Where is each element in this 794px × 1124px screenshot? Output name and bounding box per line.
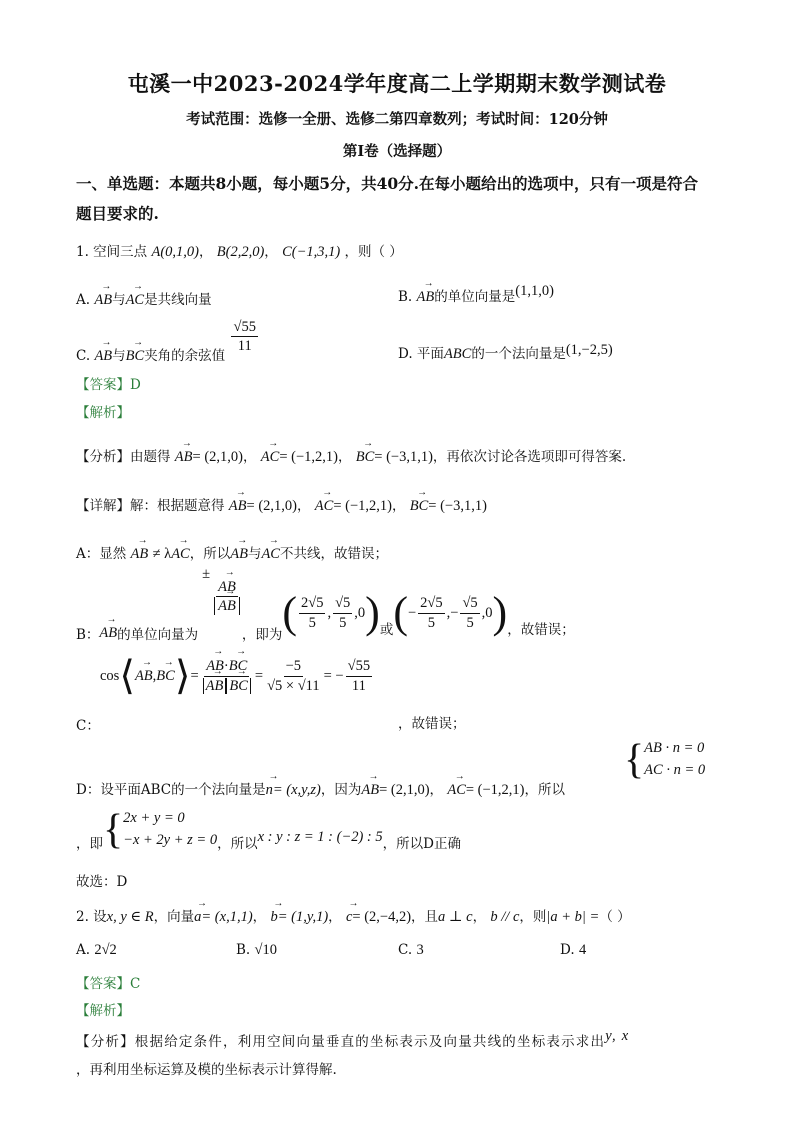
q1-option-c: C. → AB与→ BC夹角的余弦值 $\frac{√55}{11}$ bbox=[76, 318, 260, 365]
q2-analysis-label: 【解析】 bbox=[76, 1003, 130, 1019]
q2-option-a: A. 2√2 bbox=[76, 942, 117, 958]
q1-cosine-formula: cos ⟨ → AB , → BC ⟩ = → AB·→ BC → AB→ BC = $\frac{-5}{√5 \times √11}$ = − $\frac{√55}{11}$ bbox=[100, 656, 374, 696]
q1-detail-b: B： → AB 的单位向量为 ± → AB → AB ，即为 ( $\frac{2√5}{5}$ , $\frac{√5}{5}$ , 0 ) 或 ( − $\frac{2√5}{5}$ , − $\frac{√5}{5}$ , 0 ) ，故错误； bbox=[76, 578, 575, 648]
part-heading: 第I卷（选择题） bbox=[342, 143, 452, 160]
q1-detail-c-suffix: ，故错误； bbox=[398, 716, 466, 732]
q1-answer: 【答案】D bbox=[76, 377, 141, 393]
q2-option-b: B. √10 bbox=[236, 942, 277, 958]
q1-point-a: A(0,1,0) bbox=[151, 244, 199, 260]
exam-scope: 考试范围：选修一全册、选修二第四章数列；考试时间：120分钟 bbox=[186, 111, 608, 128]
q1-xiangjie: 【详解】解：根据题意得 → AB= (2,1,0)， → AC= (−1,2,1)， → BC= (−3,1,1) bbox=[76, 494, 487, 515]
q2-fenxi-line2: ，再利用坐标运算及模的坐标表示计算得解. bbox=[76, 1062, 337, 1078]
q1-stem: 1. 空间三点 A(0,1,0)， B(2,2,0)， C(−1,3,1) ，则（ ） bbox=[76, 244, 403, 260]
q1-point-b: B(2,2,0) bbox=[216, 244, 265, 260]
q1-detail-d2: ，即 { 2x + y = 0 −x + 2y + z = 0 ，所以 x : y : z = 1 : (−2) : 5 ，所以D正确 bbox=[76, 807, 461, 853]
q1-system-1: { AB · n = 0 AC · n = 0 bbox=[624, 736, 706, 783]
q1-detail-a: A：显然 → AB ≠ λ→ AC，所以→ AB与→ AC不共线，故错误； bbox=[76, 542, 388, 563]
section-heading-line1: 一、单选题：本题共8小题，每小题5分，共40分.在每小题给出的选项中，只有一项是符合 bbox=[76, 174, 699, 193]
q2-stem: 2. 设x, y ∈ R，向量→ a= (x,1,1)， → b= (1,y,1)， → c= (2,−4,2)，且a ⊥ c， b // c，则|a + b| =（ ） bbox=[76, 905, 631, 926]
q1-detail-c-label: C： bbox=[76, 718, 100, 734]
q2-answer: 【答案】C bbox=[76, 976, 141, 992]
q1-analysis-label: 【解析】 bbox=[76, 405, 130, 421]
q1-option-a: A. → AB与→ AC是共线向量 bbox=[76, 288, 212, 309]
q1-point-c: C(−1,3,1) bbox=[282, 244, 341, 260]
q1-fenxi: 【分析】由题得 → AB= (2,1,0)， → AC= (−1,2,1)， → BC= (−3,1,1)，再依次讨论各选项即可得答案. bbox=[76, 445, 626, 466]
section-heading-line2: 题目要求的. bbox=[76, 204, 159, 223]
q2-option-d: D. 4 bbox=[560, 942, 587, 958]
q1-detail-d: D：设平面ABC的一个法向量是→ n= (x,y,z)，因为→ AB= (2,1,0)， → AC= (−1,2,1)，所以 bbox=[76, 778, 565, 799]
q1-option-d: D. 平面ABC的一个法向量是(1,−2,5) bbox=[398, 342, 613, 362]
q2-option-c: C. 3 bbox=[398, 942, 424, 958]
q2-fenxi-line1: 【分析】根据给定条件，利用空间向量垂直的坐标表示及向量共线的坐标表示求出y, x bbox=[76, 1028, 630, 1050]
q1-option-b: B. → AB的单位向量是(1,1,0) bbox=[398, 285, 554, 306]
page-title: 屯溪一中2023-2024学年度高二上学期期末数学测试卷 bbox=[127, 71, 667, 96]
q1-final: 故选：D bbox=[76, 874, 128, 890]
